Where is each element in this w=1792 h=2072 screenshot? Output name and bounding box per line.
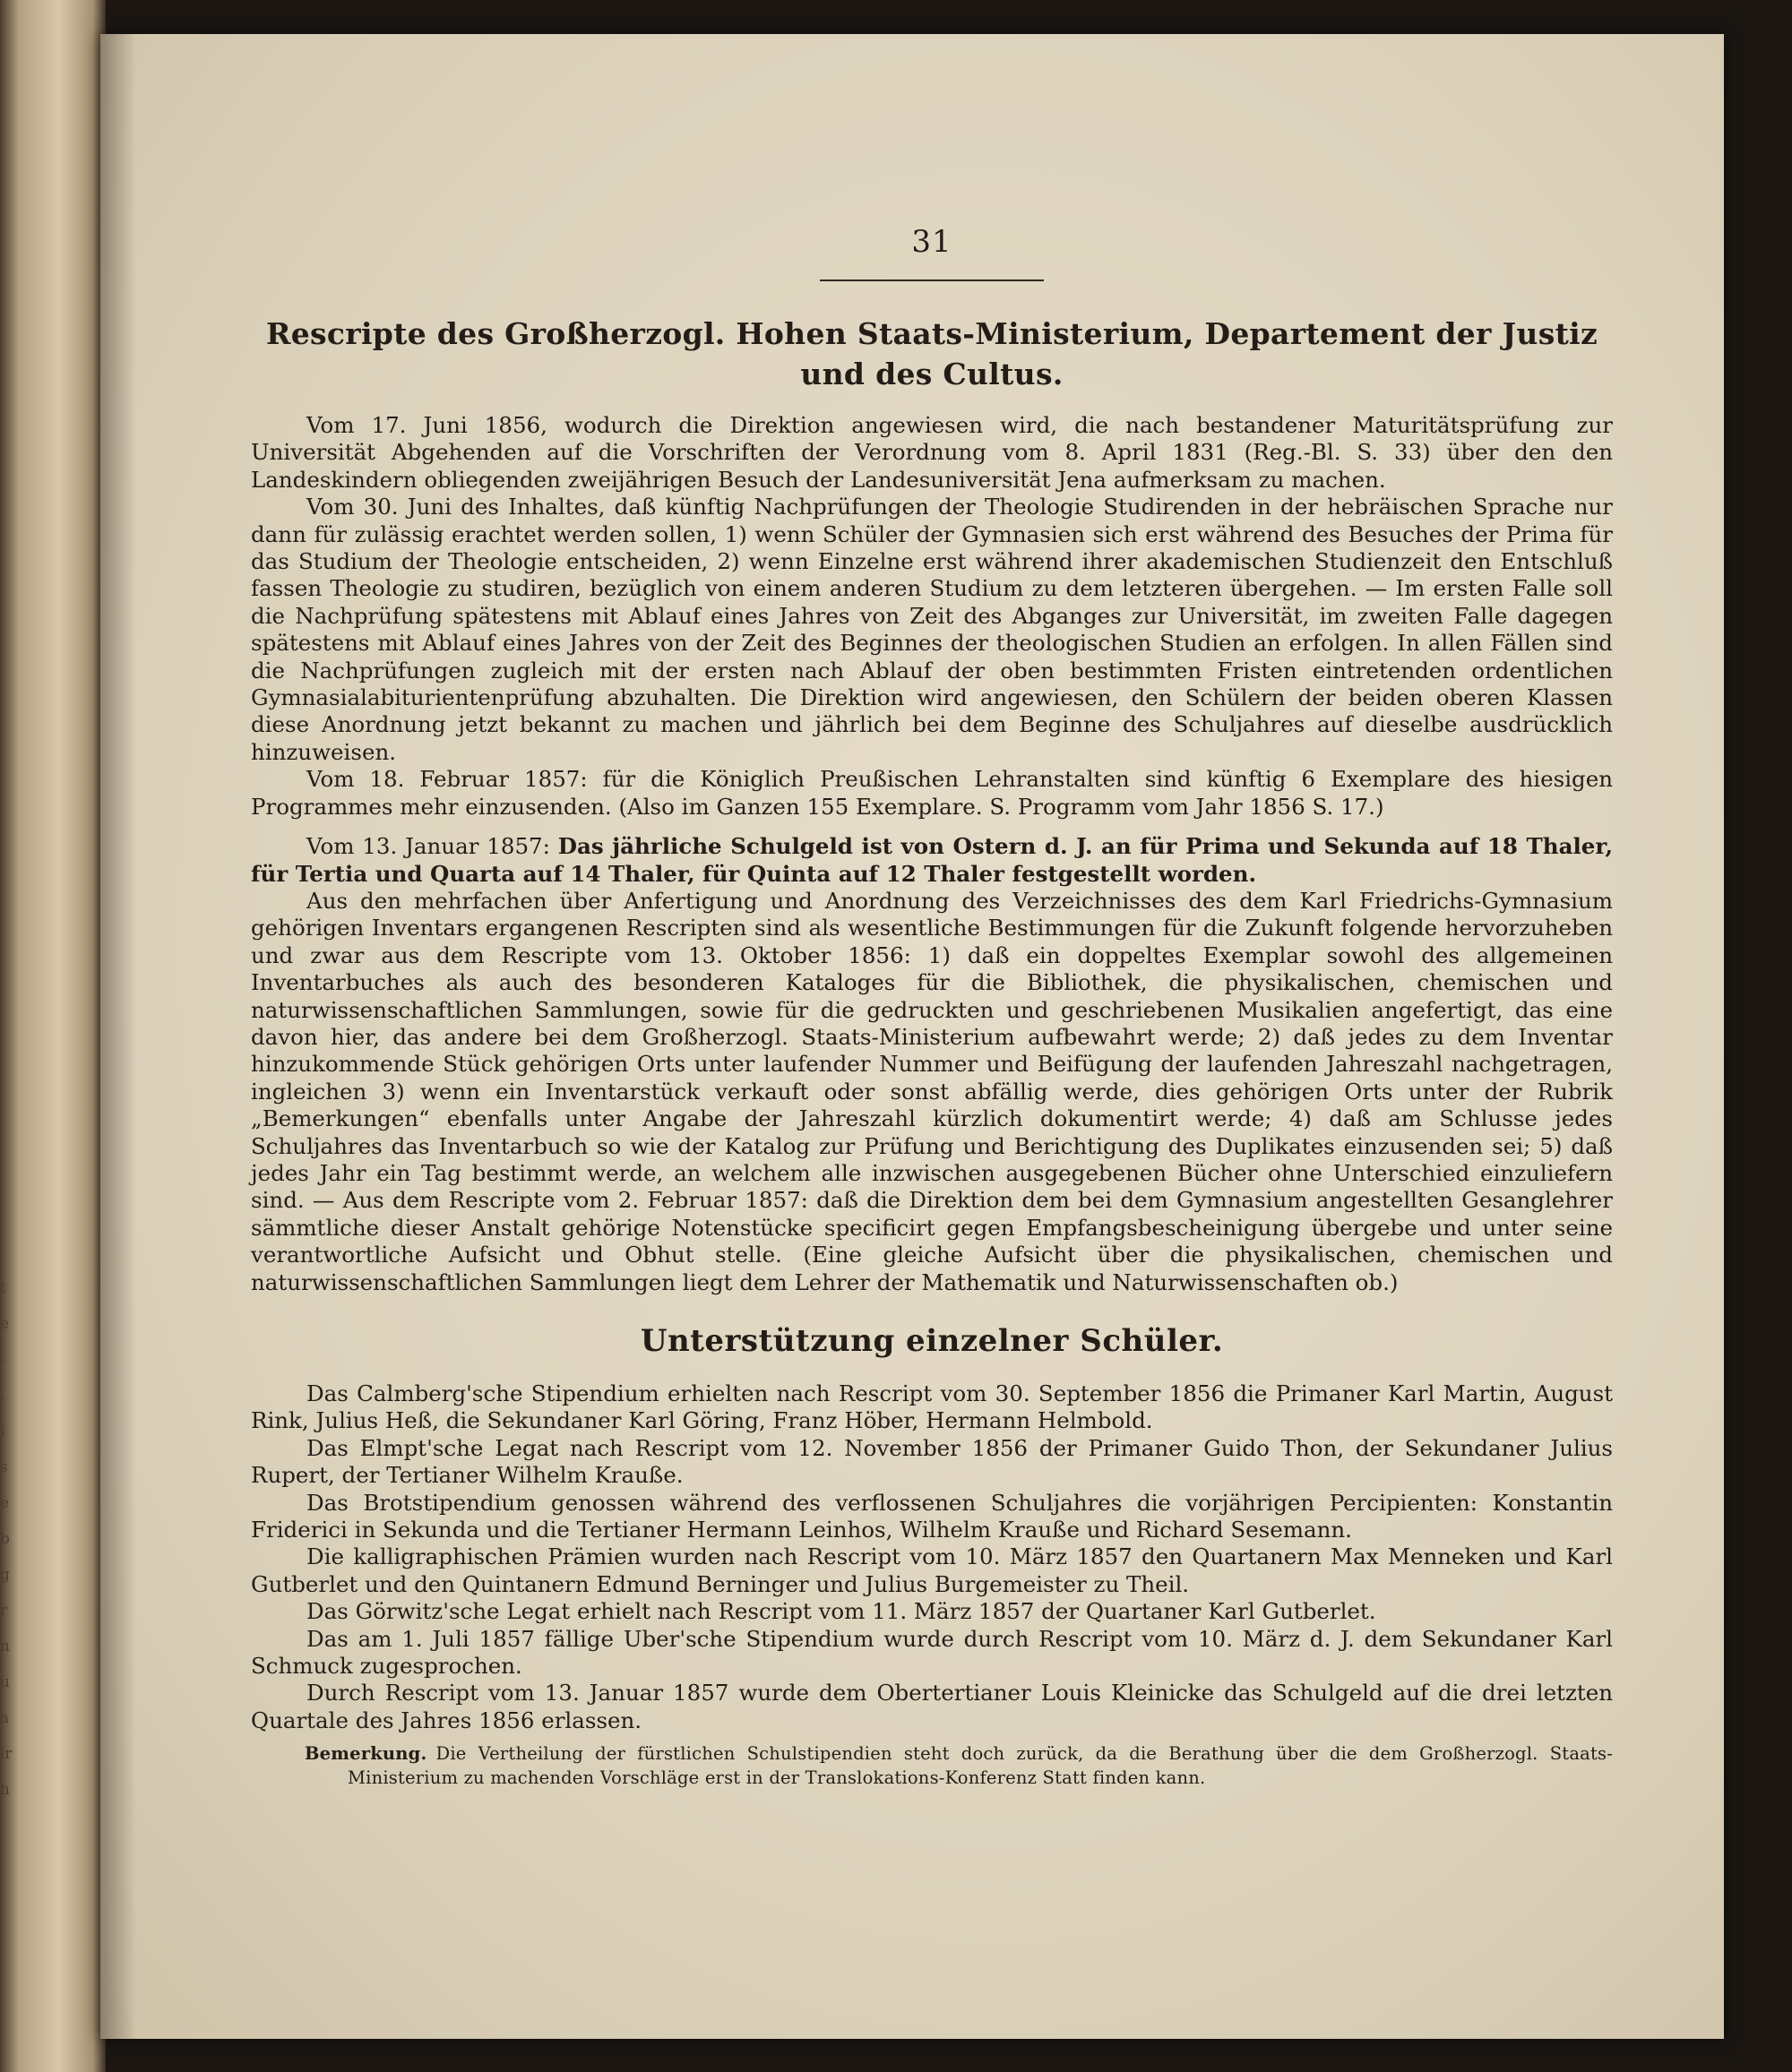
spine-glyph: h — [0, 1781, 10, 1799]
rescript-paragraph: Vom 30. Juni des Inhaltes, daß künftig Nachprüfungen der Theologie Studirenden in der hebräischen Sprache nur dann für zulässig erachtet werden sollen, 1) wenn Schüler der Gymnasien sich erst während des Besuches der Prima für das Studium der Theologie entscheiden, 2) wenn Einzelne erst während ihrer akademischen Studienzeit den Entschluß fassen Theologie zu studiren, bezüglich von einem anderen Studium zu dem letzteren übergehen. — Im ersten Falle soll die Nachprüfung spätestens mit Ablauf eines Jahres von Zeit des Abganges zur Universität, im zweiten Falle dagegen spätestens mit Ablauf eines Jahres von der Zeit des Beginnes der theologischen Studien an erfolgen. In allen Fällen sind die Nachprüfungen zugleich mit der ersten nach Ablauf der oben bestimmten Fristen eintretenden ordentlichen Gymnasialabiturientenprüfung abzuhalten. Die Direktion wird angewiesen, den Schülern der beiden oberen Klassen diese Anordnung jetzt bekannt zu machen und jährlich bei dem Beginne des Schuljahres auf dieselbe ausdrücklich hinzuweisen. — [251, 494, 1613, 765]
spine-glyph: e — [0, 1315, 10, 1333]
spine-glyph: s — [0, 1458, 8, 1476]
section-title-rescripts: Rescripte des Großherzogl. Hohen Staats-Ministerium, Departement der Justiz und des Cultus. — [265, 316, 1598, 391]
section-title-support: Unterstützung einzelner Schüler. — [640, 1323, 1224, 1359]
spine-glyph: . — [0, 1387, 5, 1405]
spine-glyph: - — [0, 1351, 5, 1369]
previous-page-edge — [0, 0, 106, 2072]
rescript-paragraph: Vom 18. Februar 1857: für die Königlich Preußischen Lehranstalten sind künftig 6 Exemplare des hiesigen Programmes mehr einzusenden. (Also im Ganzen 155 Exemplare. S. Programm vom Jahr 1856 S. 17.) — [251, 766, 1613, 820]
tuition-paragraph — [251, 833, 1613, 888]
spine-glyph: r — [0, 1602, 8, 1620]
tuition-decree: Das jährliche Schulgeld ist von Ostern d. J. an für Prima und Sekunda auf 18 Thaler, für Tertia und Quarta auf 14 Thaler, für Quinta auf 12 Thaler festgestellt worden. — [251, 833, 1613, 887]
spine-glyph: e — [0, 1494, 10, 1512]
support-paragraph: Das Görwitz'sche Legat erhielt nach Rescript vom 11. März 1857 der Quartaner Karl Gutberlet. — [306, 1598, 1376, 1625]
spine-glyph: a — [0, 1709, 10, 1727]
footnote-label: Bemerkung. — [305, 1743, 427, 1765]
support-paragraph: Das Calmberg'sche Stipendium erhielten nach Rescript vom 30. September 1856 die Primaner Karl Martin, August Rink, Julius Heß, die Sekundaner Karl Göring, Franz Höber, Hermann Helmbold. — [251, 1380, 1613, 1434]
footnote-text: Die Vertheilung der fürstlichen Schulstipendien steht doch zurück, da die Berathung über die dem Großherzogl. Staats-Ministerium zu machenden Vorschläge erst in der Translokations-Konferenz Statt finden kann. — [348, 1743, 1613, 1789]
inventory-paragraph: Aus den mehrfachen über Anfertigung und Anordnung des Verzeichnisses des dem Karl Friedrichs-Gymnasium gehörigen Inventars ergangenen Rescripten sind als wesentliche Bestimmungen für die Zukunft folgende hervorzuheben und zwar aus dem Rescripte vom 13. Oktober 1856: 1) daß ein doppeltes Exemplar sowohl des allgemeinen Inventarbuches als auch des besonderen Kataloges für die Bibliothek, die physikalischen, chemischen und naturwissenschaftlichen Sammlungen, sowie für die gedruckten und geschriebenen Musikalien angefertigt, das eine davon hier, das andere bei dem Großherzogl. Staats-Ministerium aufbewahrt werde; 2) daß jedes zu dem Inventar hinzukommende Stück gehörigen Orts unter laufender Nummer und Beifügung der laufenden Jahreszahl nachgetragen, ingleichen 3) wenn ein Inventarstück verkauft oder sonst abfällig werde, dies gehörigen Orts unter der Rubrik „Bemerkungen“ ebenfalls unter Angabe der Jahreszahl kürzlich dokumentirt werde; 4) daß am Schlusse jedes Schuljahres das Inventarbuch so wie der Katalog zur Prüfung und Berichtigung des Duplikates einzusenden sei; 5) daß jedes Jahr ein Tag bestimmt werde, an welchem alle inzwischen ausgegebenen Bücher ohne Unterschied einzuliefern sind. — Aus dem Rescripte vom 2. Februar 1857: daß die Direktion dem bei dem Gymnasium angestellten Gesanglehrer sämmtliche dieser Anstalt gehörige Notenstücke specificirt gegen Empfangsbescheinigung übergebe und unter seine verantwortliche Aufsicht und Obhut stelle. (Eine gleiche Aufsicht über die physikalischen, chemischen und naturwissenschaftlichen Sammlungen liegt dem Lehrer der Mathematik und Naturwissenschaften ob.) — [251, 887, 1613, 1295]
spine-glyph: g — [0, 1566, 10, 1584]
spine-glyph: b — [0, 1530, 10, 1548]
support-paragraph: Die kalligraphischen Prämien wurden nach Rescript vom 10. März 1857 den Quartanern Max Menneken und Karl Gutberlet und den Quintanern Edmund Berninger und Julius Burgemeister zu Theil. — [251, 1543, 1613, 1597]
spine-glyph: ir — [0, 1745, 13, 1763]
page-gutter-shadow — [100, 34, 136, 2039]
spine-glyph: i — [0, 1423, 5, 1440]
rescript-paragraph: Vom 17. Juni 1856, wodurch die Direktion angewiesen wird, die nach bestandener Maturitätsprüfung zur Universität Abgehenden auf die Vorschriften der Verordnung vom 8. April 1831 (Reg.-Bl. S. 33) über den den Landeskindern obliegenden zweijährigen Besuch der Landesuniversität Jena aufmerksam zu machen. — [251, 412, 1613, 493]
support-paragraph: Das am 1. Juli 1857 fällige Uber'sche Stipendium wurde durch Rescript vom 10. März d. J. dem Sekundaner Karl Schmuck zugesprochen. — [251, 1625, 1613, 1680]
support-paragraph: Durch Rescript vom 13. Januar 1857 wurde dem Obertertianer Louis Kleinicke das Schulgeld auf die drei letzten Quartale des Jahres 1856 erlassen. — [251, 1680, 1613, 1733]
spine-glyph: u — [0, 1673, 10, 1691]
page-content — [251, 224, 1613, 1790]
spine-glyph: t — [0, 1279, 6, 1297]
page-number-rule — [820, 279, 1044, 281]
tuition-date: Vom 13. Januar 1857: — [306, 833, 558, 860]
page-number: 31 — [911, 224, 952, 260]
spine-glyph: n — [0, 1638, 10, 1655]
support-paragraph: Das Elmpt'sche Legat nach Rescript vom 12. November 1856 der Primaner Guido Thon, der Sekundaner Julius Rupert, der Tertianer Wilhelm Krauße. — [251, 1434, 1613, 1489]
support-paragraph: Das Brotstipendium genossen während des verflossenen Schuljahres die vorjährigen Percipienten: Konstantin Friderici in Sekunda und die Tertianer Hermann Leinhos, Wilhelm Krauße und Richard Sesemann. — [251, 1489, 1613, 1543]
footnote-remark — [251, 1741, 1613, 1790]
document-page — [100, 34, 1724, 2039]
